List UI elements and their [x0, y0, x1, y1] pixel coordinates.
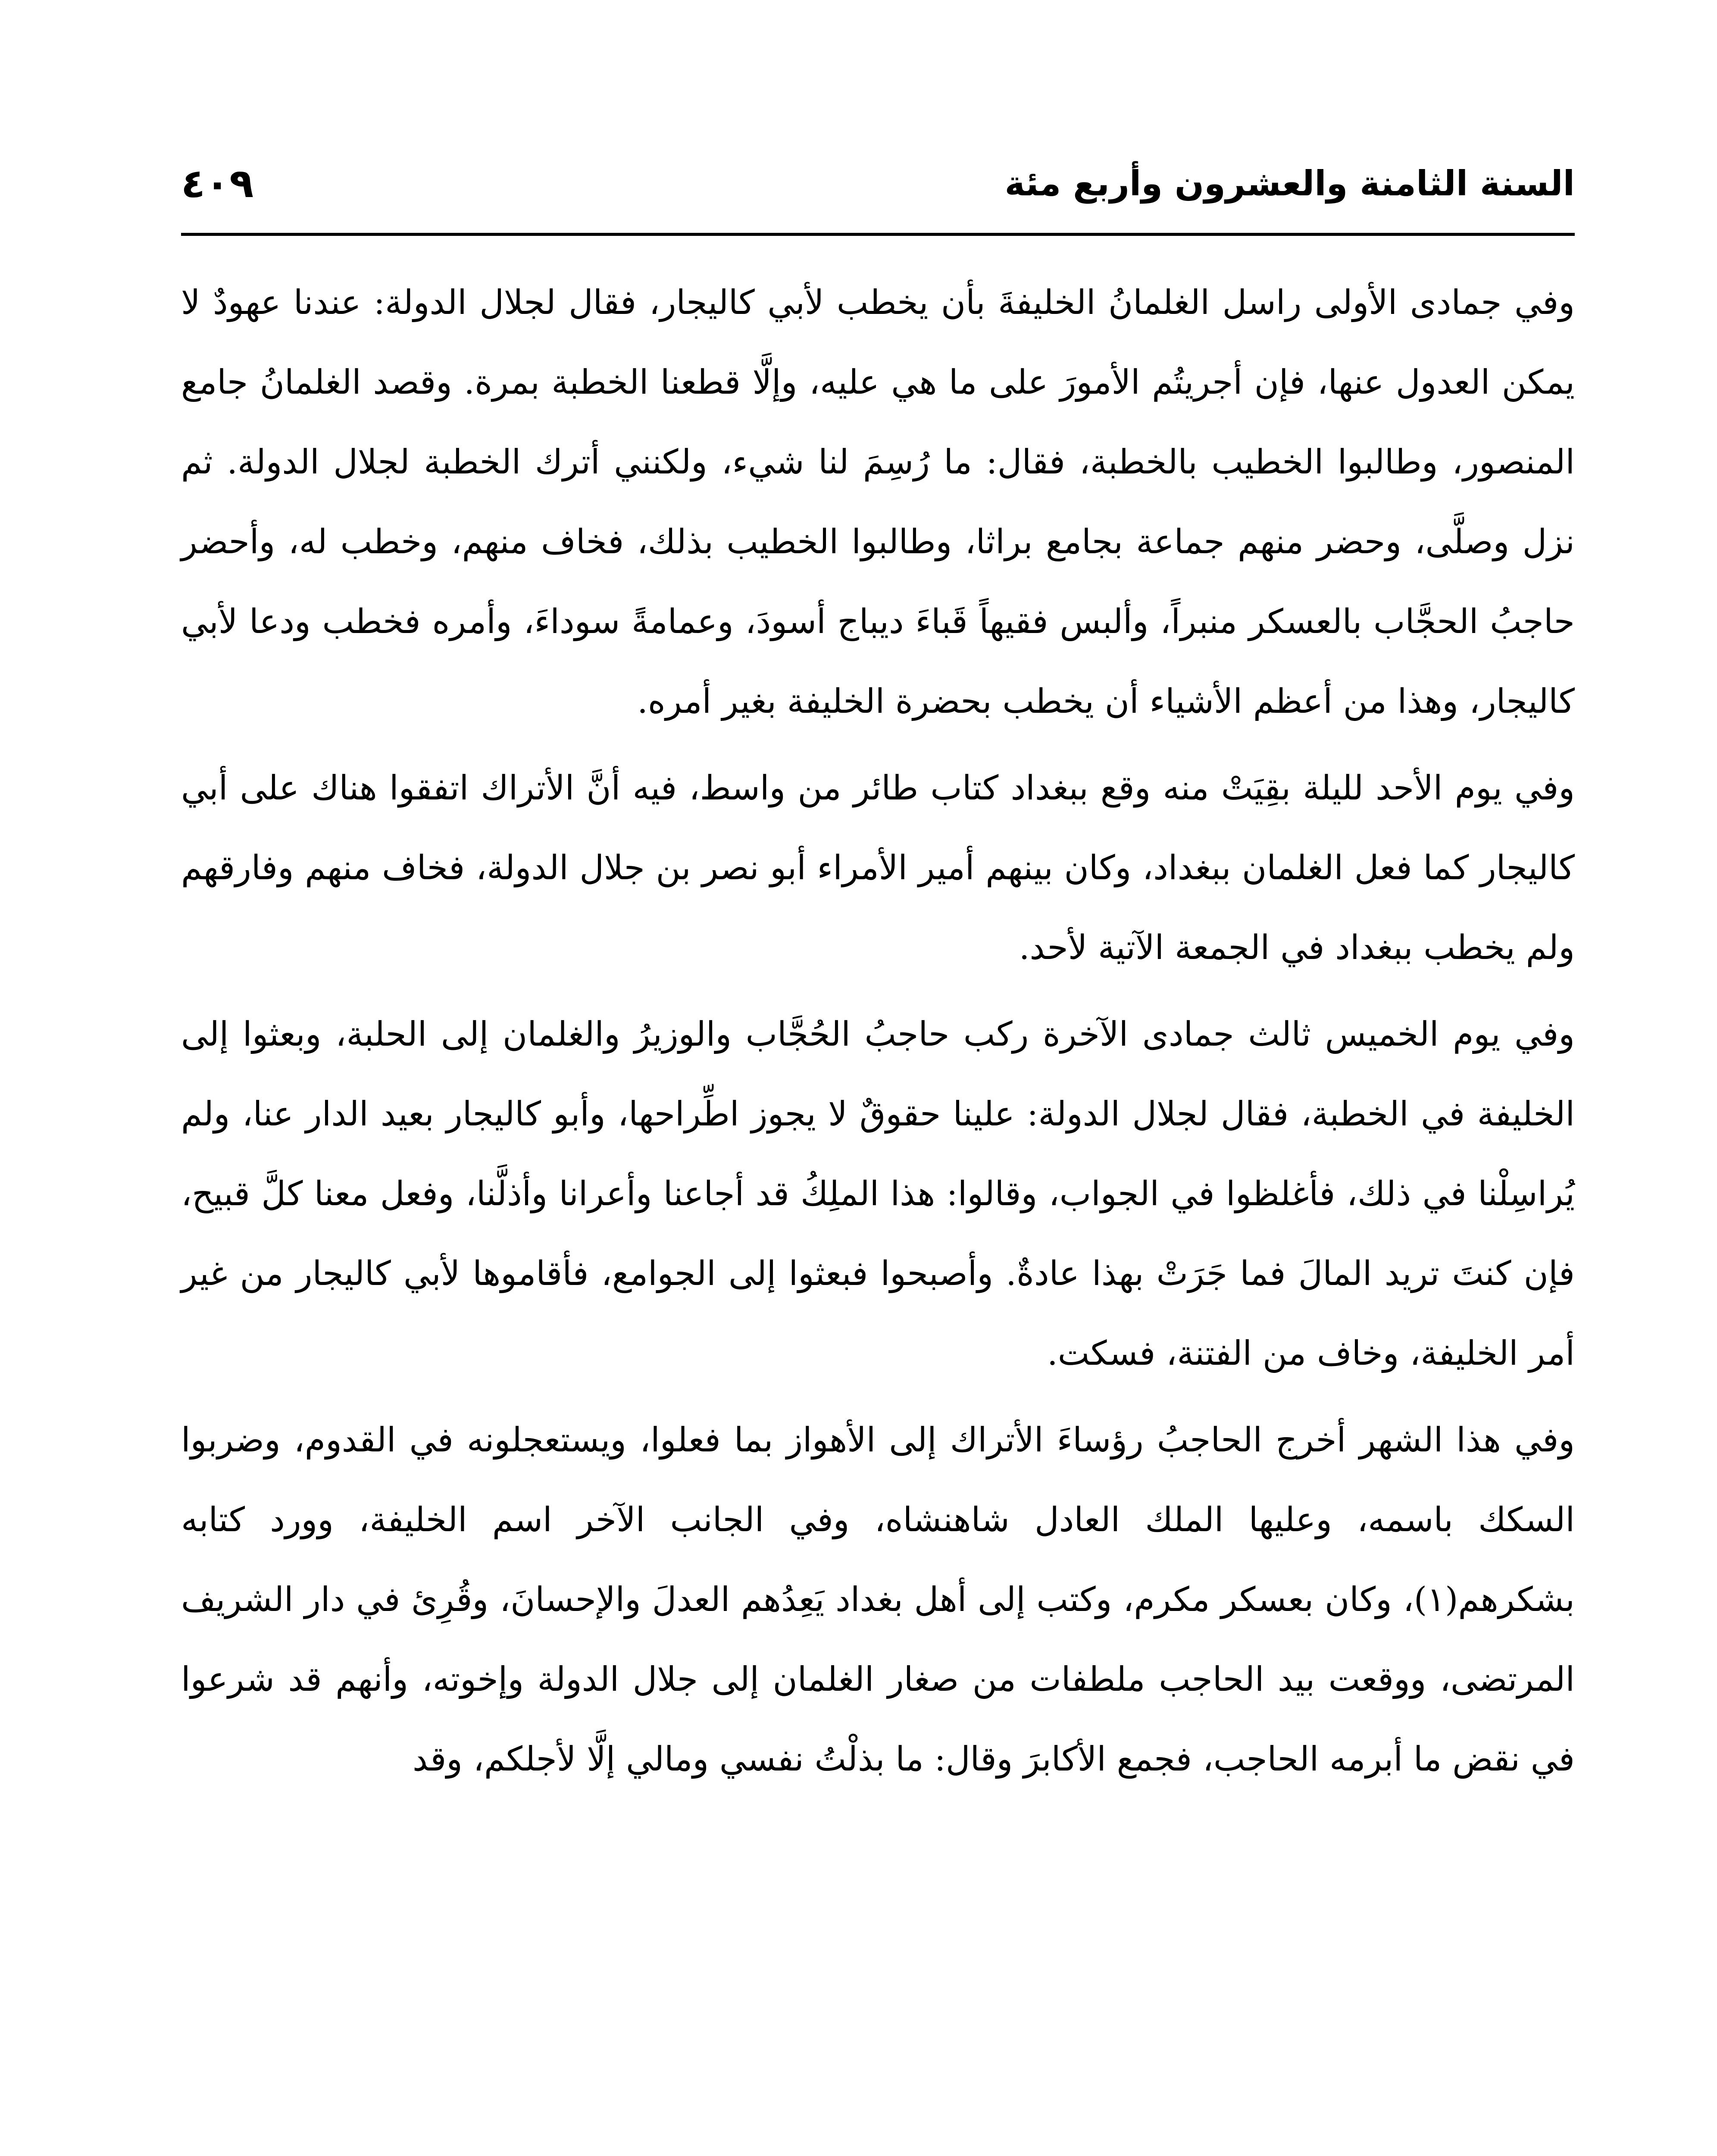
page-number: ٤٠٩	[181, 160, 254, 207]
paragraph: وفي هذا الشهر أخرج الحاجبُ رؤساءَ الأتراك إلى الأهواز بما فعلوا، ويستعجلونه في القدوم، وضربوا السكك باسمه، وعليها الملك العادل شاهنشاه، وفي الجانب الآخر اسم الخليفة، وورد كتابه بشكرهم(١)، وكان بعسكر مكرم، وكتب إلى أهل بغداد يَعِدُهم العدلَ والإحسانَ، وقُرِئ في دار الشريف المرتضى، ووقعت بيد الحاجب ملطفات من صغار الغلمان إلى جلال الدولة وإخوته، وأنهم قد شرعوا في نقض ما أبرمه الحاجب، فجمع الأكابرَ وقال: ما بذلْتُ نفسي ومالي إلَّا لأجلكم، وقد	[181, 1421, 1575, 1779]
header-divider	[181, 233, 1575, 236]
paragraph: وفي يوم الخميس ثالث جمادى الآخرة ركب حاجبُ الحُجَّاب والوزيرُ والغلمان إلى الحلبة، وبعثوا إلى الخليفة في الخطبة، فقال لجلال الدولة: علينا حقوقٌ لا يجوز اطِّراحها، وأبو كاليجار بعيد الدار عنا، ولم يُراسِلْنا في ذلك، فأغلظوا في الجواب، وقالوا: هذا الملِكُ قد أجاعنا وأعرانا وأذلَّنا، وفعل معنا كلَّ قبيح، فإن كنتَ تريد المالَ فما جَرَتْ بهذا عادةٌ. وأصبحوا فبعثوا إلى الجوامع، فأقاموها لأبي كاليجار من غير أمر الخليفة، وخاف من الفتنة، فسكت.	[181, 1015, 1575, 1373]
running-header	[181, 155, 1575, 211]
paragraph: وفي يوم الأحد لليلة بقِيَتْ منه وقع ببغداد كتاب طائر من واسط، فيه أنَّ الأتراك اتفقوا هناك على أبي كاليجار كما فعل الغلمان ببغداد، وكان بينهم أمير الأمراء أبو نصر بن جلال الدولة، فخاف منهم وفارقهم ولم يخطب ببغداد في الجمعة الآتية لأحد.	[181, 769, 1575, 967]
running-title: السنة الثامنة والعشرون وأربع مئة	[1004, 163, 1575, 204]
paragraph: وفي جمادى الأولى راسل الغلمانُ الخليفةَ بأن يخطب لأبي كاليجار، فقال لجلال الدولة: عندنا عهودٌ لا يمكن العدول عنها، فإن أجريتُم الأمورَ على ما هي عليه، وإلَّا قطعنا الخطبة بمرة. وقصد الغلمانُ جامع المنصور، وطالبوا الخطيب بالخطبة، فقال: ما رُسِمَ لنا شيء، ولكنني أترك الخطبة لجلال الدولة. ثم نزل وصلَّى، وحضر منهم جماعة بجامع براثا، وطالبوا الخطيب بذلك، فخاف منهم، وخطب له، وأحضر حاجبُ الحجَّاب بالعسكر منبراً، وألبس فقيهاً قَباءَ ديباج أسودَ، وعمامةً سوداءَ، وأمره فخطب ودعا لأبي كاليجار، وهذا من أعظم الأشياء أن يخطب بحضرة الخليفة بغير أمره.	[181, 283, 1575, 721]
body-text	[181, 263, 1575, 1806]
